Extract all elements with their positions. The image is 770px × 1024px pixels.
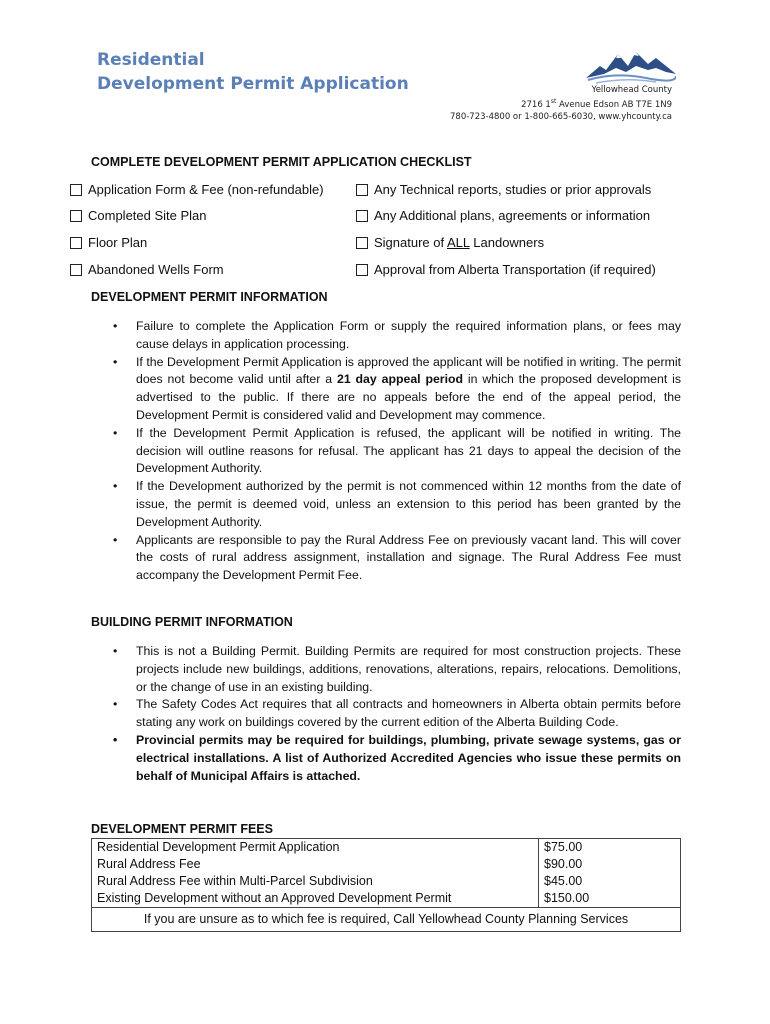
checkbox-floor-plan[interactable] xyxy=(70,235,147,250)
bld-info-list xyxy=(113,643,681,785)
checkbox-technical-reports[interactable] xyxy=(356,182,651,197)
item-text: in which the proposed development is advertised to the public. If there are no appeals before the end of the appeal period, the Development Permit is considered valid and Development may commence. xyxy=(136,372,681,422)
yellowhead-county-logo xyxy=(586,44,676,84)
list-item: • The Safety Codes Act requires that all contracts and homeowners in Alberta obtain permits before stating any work on buildings covered by the current edition of the Alberta Building Code. xyxy=(113,696,681,732)
fee-amount: $75.00 xyxy=(544,840,583,854)
checkbox-icon[interactable] xyxy=(70,184,82,196)
checklist-heading: COMPLETE DEVELOPMENT PERMIT APPLICATION CHECKLIST xyxy=(91,155,472,169)
dev-info-list xyxy=(113,318,681,585)
title-line-2: Development Permit Application xyxy=(97,74,409,94)
fee-amount: $90.00 xyxy=(544,857,583,871)
checkbox-icon[interactable] xyxy=(70,237,82,249)
checkbox-icon[interactable] xyxy=(356,264,368,276)
checkbox-label: Any Additional plans, agreements or information xyxy=(374,208,651,223)
label-post: Landowners xyxy=(469,235,545,250)
checkbox-label: Abandoned Wells Form xyxy=(88,262,224,277)
list-item: • If the Development Permit Application is refused, the applicant will be notified in writing. The decision will outline reasons for refusal. The applicant has 21 days to appeal the decision of the Development Authority. xyxy=(113,425,681,478)
list-item: • If the Development authorized by the permit is not commenced within 12 months from the date of issue, the permit is deemed void, unless an extension to this period has been granted by the Development Authority. xyxy=(113,478,681,531)
label-pre: Signature of xyxy=(374,235,447,250)
checkbox-alberta-transportation[interactable] xyxy=(356,262,656,277)
checkbox-icon[interactable] xyxy=(356,237,368,249)
checkbox-icon[interactable] xyxy=(70,210,82,222)
checkbox-icon[interactable] xyxy=(356,184,368,196)
checkbox-landowner-signature[interactable] xyxy=(356,235,544,250)
fee-amount: $150.00 xyxy=(544,891,590,905)
list-item: • Failure to complete the Application Form or supply the required information plans, or fees may cause delays in application processing. xyxy=(113,318,681,354)
fee-amounts xyxy=(539,839,681,908)
list-item: • Provincial permits may be required for buildings, plumbing, private sewage systems, gas or electrical installations. A list of Authorized Accredited Agencies who issue these permits on behalf of Municipal Affairs is attached. xyxy=(113,732,681,785)
title-line-1: Residential xyxy=(97,50,205,70)
checkbox-label: Approval from Alberta Transportation (if required) xyxy=(374,262,656,277)
item-text: If the Development Permit Application is approved the applicant will be notified in writing. The permit does not become valid until after a xyxy=(136,354,681,387)
checkbox-icon[interactable] xyxy=(356,210,368,222)
fee-label: Existing Development without an Approved Development Permit xyxy=(97,891,452,905)
fees-heading: DEVELOPMENT PERMIT FEES xyxy=(91,822,273,836)
contact-line: 780-723-4800 or 1-800-665-6030, www.yhcounty.ca xyxy=(450,111,672,122)
table-row xyxy=(92,908,681,932)
fee-label: Residential Development Permit Application xyxy=(97,840,340,854)
checkbox-label: Completed Site Plan xyxy=(88,208,207,223)
checkbox-label: Floor Plan xyxy=(88,235,148,250)
label-underline: ALL xyxy=(447,235,470,250)
checkbox-application-form[interactable] xyxy=(70,182,324,197)
fees-table xyxy=(91,838,681,932)
document-title xyxy=(97,48,409,96)
street-address xyxy=(450,96,672,111)
address-number: 2716 1 xyxy=(521,99,551,110)
checkbox-icon[interactable] xyxy=(70,264,82,276)
checkbox-site-plan[interactable] xyxy=(70,208,207,223)
fee-amount: $45.00 xyxy=(544,874,583,888)
checkbox-label xyxy=(374,235,544,250)
list-item: • Applicants are responsible to pay the Rural Address Fee on previously vacant land. This will cover the costs of rural address assignment, installation and signage. The Rural Address Fee must accompany the Development Permit Fee. xyxy=(113,532,681,585)
org-name: Yellowhead County xyxy=(591,85,672,95)
checkbox-label: Application Form & Fee (non-refundable) xyxy=(88,182,324,197)
bld-info-heading: BUILDING PERMIT INFORMATION xyxy=(91,615,293,629)
address-block xyxy=(450,84,672,123)
table-row xyxy=(92,839,681,908)
list-item: • This is not a Building Permit. Building Permits are required for most construction projects. These projects include new buildings, additions, renovations, alterations, repairs, relocations. Demolitions, or the change of use in an existing building. xyxy=(113,643,681,696)
fee-label: Rural Address Fee xyxy=(97,857,201,871)
item-bold: 21 day appeal period xyxy=(336,372,464,387)
checkbox-abandoned-wells[interactable] xyxy=(70,262,224,277)
checkbox-label: Any Technical reports, studies or prior approvals xyxy=(374,182,652,197)
fee-labels xyxy=(92,839,539,908)
fee-label: Rural Address Fee within Multi-Parcel Subdivision xyxy=(97,874,373,888)
fee-note: If you are unsure as to which fee is required, Call Yellowhead County Planning Services xyxy=(92,908,681,932)
list-item xyxy=(113,354,681,425)
dev-info-heading: DEVELOPMENT PERMIT INFORMATION xyxy=(91,290,328,304)
checkbox-additional-plans[interactable] xyxy=(356,208,650,223)
address-rest: Avenue Edson AB T7E 1N9 xyxy=(556,99,672,110)
address-ordinal: st xyxy=(550,98,557,105)
